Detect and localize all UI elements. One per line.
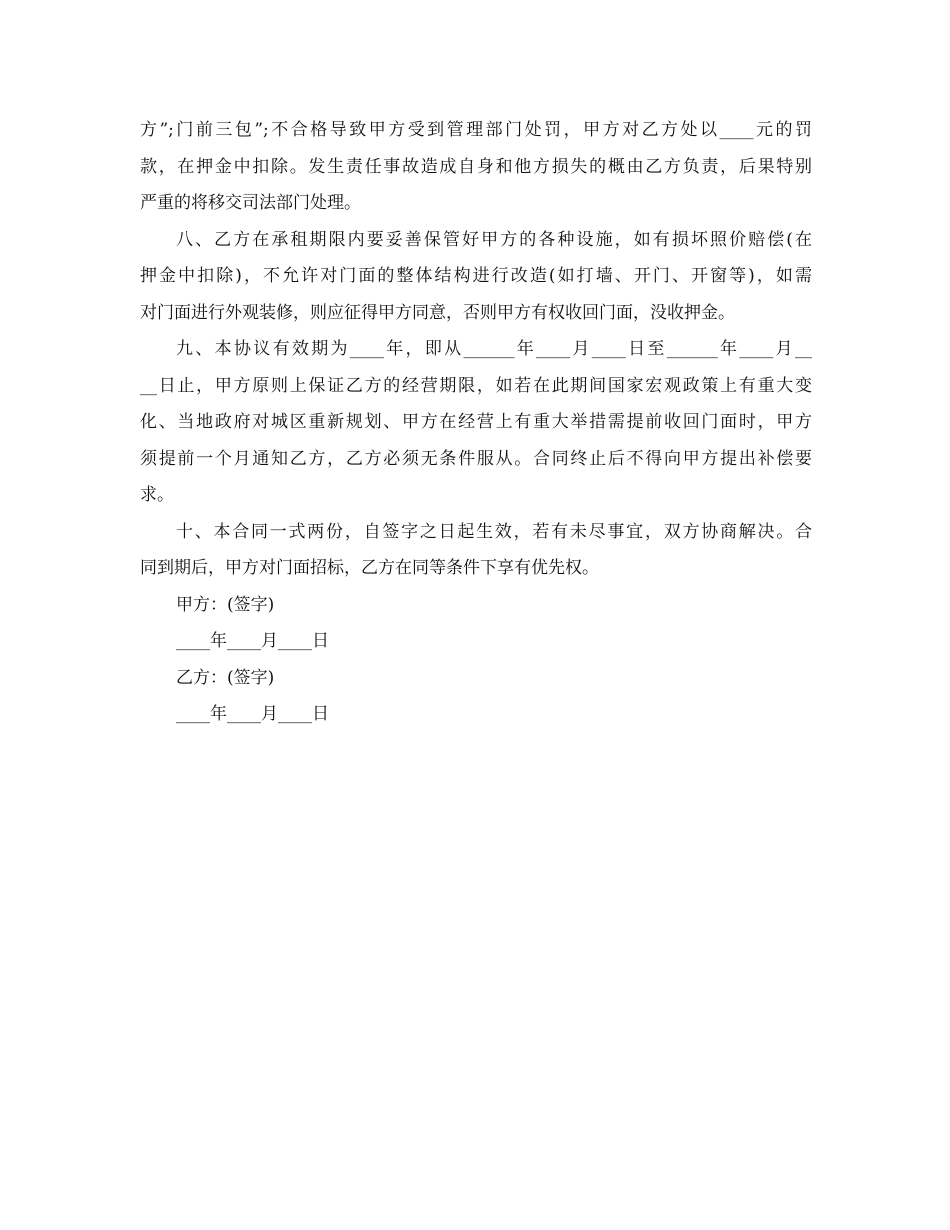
text-line: __日止，甲方原则上保证乙方的经营期限，如若在此期间国家宏观政策上有重大变 [140, 375, 812, 396]
text-line: 化、当地政府对城区重新规划、甲方在经营上有重大举措需提前收回门面时，甲方 [140, 412, 812, 432]
clause-8-heading-line: 八、乙方在承租期限内要妥善保管好甲方的各种设施，如有损坏照价赔偿(在 [176, 229, 812, 250]
text-line: 款，在押金中扣除。发生责任事故造成自身和他方损失的概由乙方负责，后果特别 [140, 156, 812, 177]
party-b-date-line: ____年____月____日 [176, 704, 329, 724]
party-b-signature-label: 乙方：(签字) [176, 667, 275, 688]
text-line: 方”;门前三包”;不合格导致甲方受到管理部门处罚，甲方对乙方处以____元的罚 [140, 120, 812, 140]
party-a-signature-label: 甲方：(签字) [176, 594, 275, 615]
text-line: 须提前一个月通知乙方，乙方必须无条件服从。合同终止后不得向甲方提出补偿要 [140, 448, 812, 469]
text-line: 求。 [140, 485, 174, 505]
text-line: 同到期后，甲方对门面招标，乙方在同等条件下享有优先权。 [140, 558, 599, 578]
party-a-date-line: ____年____月____日 [176, 631, 329, 651]
clause-10-heading-line: 十、本合同一式两份，自签字之日起生效，若有未尽事宜，双方协商解决。合 [176, 521, 812, 542]
text-line: 严重的将移交司法部门处理。 [140, 193, 361, 213]
document-body [140, 112, 812, 733]
text-line: 押金中扣除)，不允许对门面的整体结构进行改造(如打墙、开门、开窗等)，如需 [140, 266, 812, 286]
clause-9-heading-line: 九、本协议有效期为____年，即从______年____月____日至______年____月__ [176, 339, 812, 359]
text-line: 对门面进行外观装修，则应征得甲方同意，否则甲方有权收回门面，没收押金。 [140, 302, 735, 323]
